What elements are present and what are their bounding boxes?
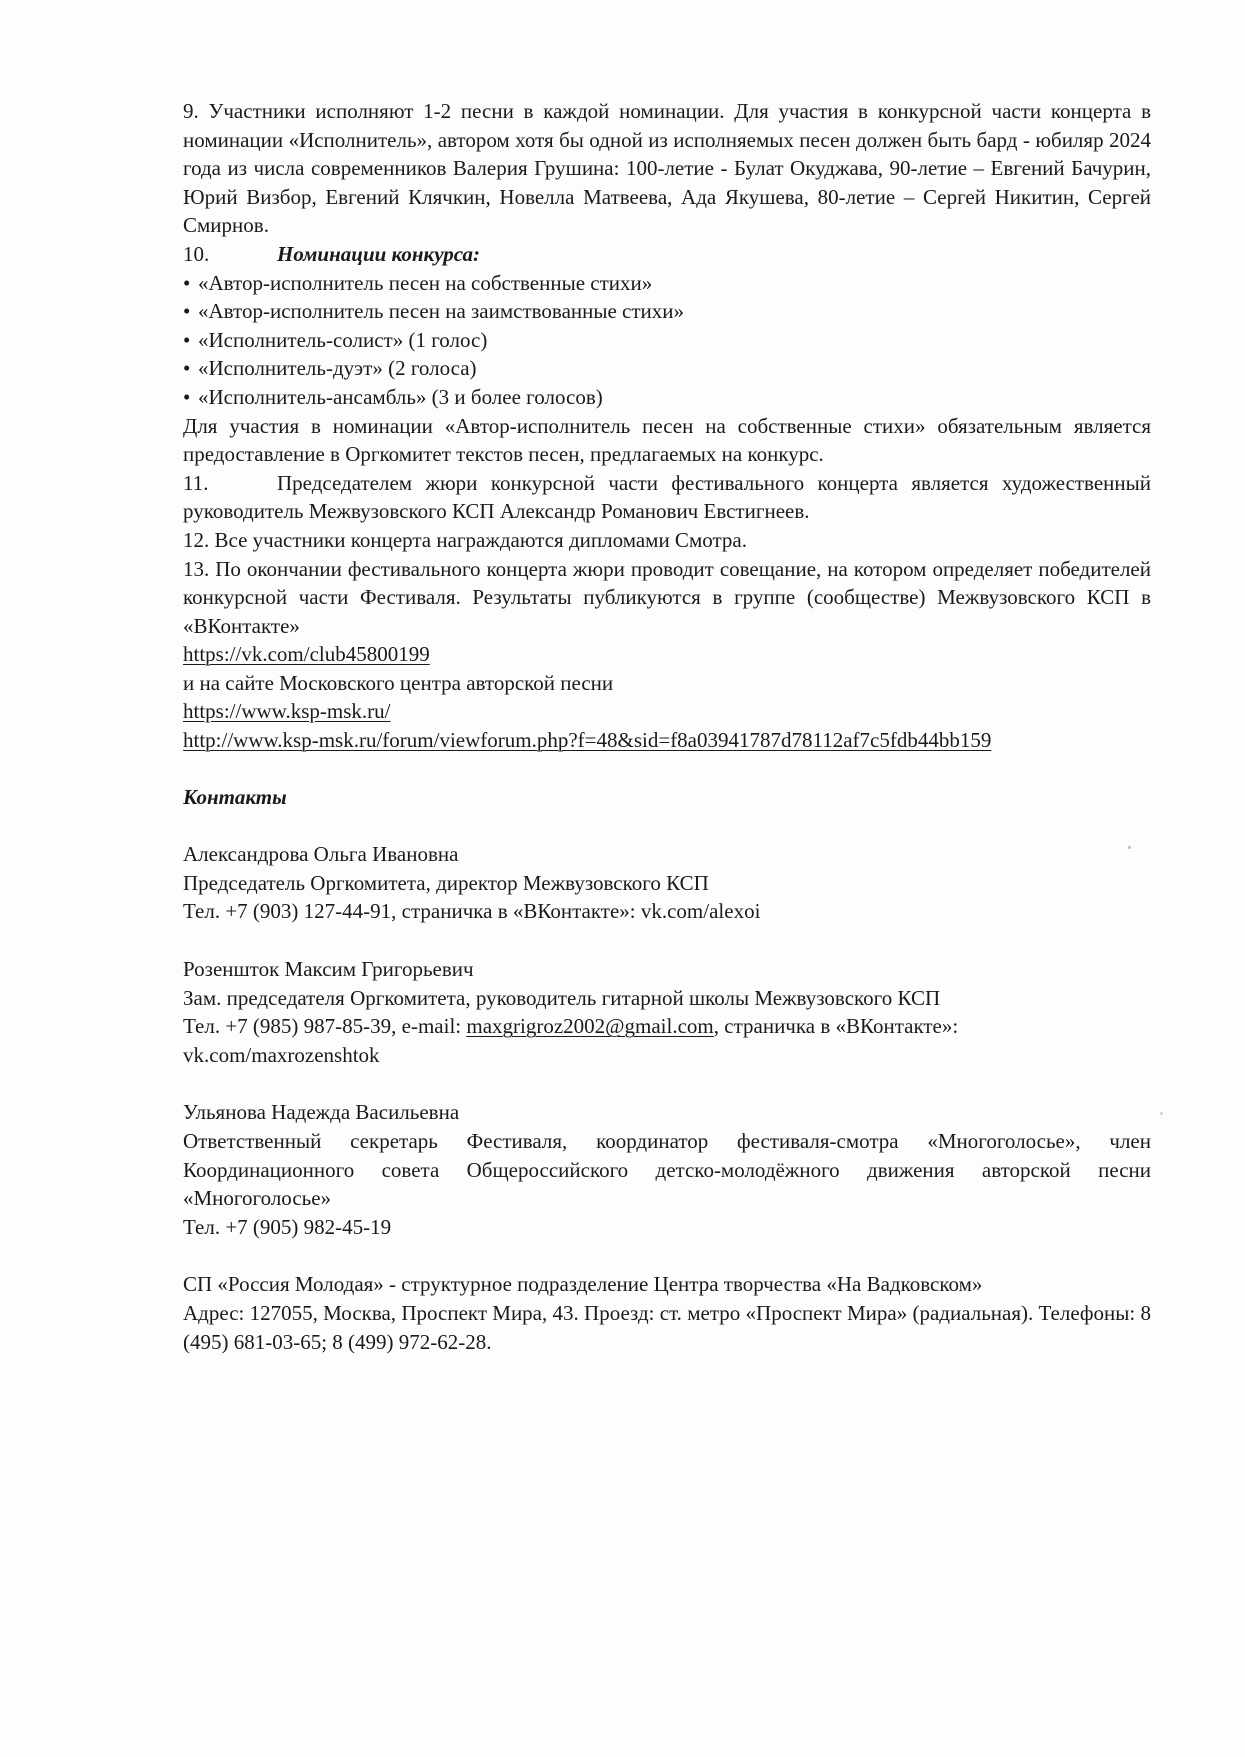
contact-phone: Тел. +7 (903) 127-44-91, страничка в «ВКонтакте»: vk.com/alexoi (183, 899, 761, 924)
bullet: • (183, 356, 191, 381)
site-text: и на сайте Московского центра авторской песни (183, 670, 614, 695)
spacer (183, 926, 1151, 955)
contact-role: Председатель Оргкомитета, директор Межвузовского КСП (183, 870, 709, 895)
paragraph-9: 9. Участники исполняют 1-2 песни в каждой номинации. Для участия в конкурсной части концерта в номинации «Исполнитель», автором хотя бы одной из исполняемых песен должен быть бард - юбиляр 2024 года из числа современников Валерия Грушина: 100-летие - Булат Окуджава, 90-летие – Евгений Бачурин, Юрий Визбор, Евгений Клячкин, Новелла Матвеева, Ада Якушева, 80-летие – Сергей Никитин, Сергей Смирнов. (183, 99, 1151, 238)
nomination-item: • «Исполнитель-дуэт» (2 голоса) (183, 354, 1151, 383)
contact-card (183, 840, 1151, 926)
nomination-item: • «Автор-исполнитель песен на заимствованные стихи» (183, 297, 1151, 326)
bullet: • (183, 270, 191, 295)
paragraph-11-text: Председателем жюри конкурсной части фестивального концерта является художественный руководитель Межвузовского КСП Александр Романович Евстигнеев. (183, 470, 1151, 524)
forum-link-line (183, 726, 1151, 755)
contact-phone: Тел. +7 (905) 982-45-19 (183, 1214, 392, 1239)
nomination-note: Для участия в номинации «Автор-исполнитель песен на собственные стихи» обязательным является предоставление в Оргкомитет текстов песен, предлагаемых на конкурс. (183, 413, 1151, 467)
organization-info (183, 1270, 1151, 1356)
contact-name: Ульянова Надежда Васильевна (183, 1100, 460, 1125)
bullet: • (183, 384, 191, 409)
scan-speck (1160, 1112, 1163, 1115)
spacer (183, 755, 1151, 783)
contact-name: Розеншток Максим Григорьевич (183, 957, 474, 982)
paragraph-11-number: 11. (183, 470, 209, 495)
contacts-heading: Контакты (183, 784, 287, 809)
contact-phone: Тел. +7 (985) 987-85-39, e-mail: maxgrigroz2002@gmail.com, страничка в «ВКонтакте»: (183, 1014, 959, 1039)
contact-vk: vk.com/maxrozenshtok (183, 1042, 380, 1067)
contact-role: Ответственный секретарь Фестиваля, координатор фестиваля-смотра «Многоголосье», член Координационного совета Общероссийского детско-молодёжного движения авторской песни «Многоголосье» (183, 1129, 1151, 1211)
vk-group-link-line (183, 640, 1151, 669)
contact-role: Зам. председателя Оргкомитета, руководитель гитарной школы Межвузовского КСП (183, 985, 941, 1010)
paragraph-11 (183, 469, 1151, 526)
paragraph-13: 13. По окончании фестивального концерта жюри проводит совещание, на котором определяет победителей конкурсной части Фестиваля. Результаты публикуются в группе (сообществе) Межвузовского КСП в «ВКонтакте» (183, 556, 1151, 638)
contact-name: Александрова Ольга Ивановна (183, 842, 459, 867)
contact-card (183, 955, 1151, 1069)
nomination-item: • «Исполнитель-ансамбль» (3 и более голосов) (183, 383, 1151, 412)
organization-address: Адрес: 127055, Москва, Проспект Мира, 43. Проезд: ст. метро «Проспект Мира» (радиальная). Телефоны: 8 (495) 681-03-65; 8 (499) 972-62-28. (183, 1300, 1151, 1354)
spacer (183, 1069, 1151, 1098)
contact-card (183, 1098, 1151, 1241)
document-body (183, 97, 1151, 1356)
paragraph-12: 12. Все участники концерта награждаются дипломами Смотра. (183, 527, 747, 552)
spacer (183, 811, 1151, 840)
forum-link[interactable]: http://www.ksp-msk.ru/forum/viewforum.php?f=48&sid=f8a03941787d78112af7c5fdb44bb159 (183, 728, 992, 753)
email-link[interactable]: maxgrigroz2002@gmail.com (466, 1014, 714, 1039)
bullet: • (183, 327, 191, 352)
site-link[interactable]: https://www.ksp-msk.ru/ (183, 699, 391, 724)
paragraph-10-number: 10. (183, 241, 210, 266)
nominations-title: Номинации конкурса: (277, 241, 481, 266)
nomination-item: • «Автор-исполнитель песен на собственные стихи» (183, 269, 1151, 298)
bullet: • (183, 299, 191, 324)
paragraph-10-header (183, 240, 1151, 269)
nomination-item: • «Исполнитель-солист» (1 голос) (183, 326, 1151, 355)
site-link-line (183, 697, 1151, 726)
vk-group-link[interactable]: https://vk.com/club45800199 (183, 642, 430, 667)
spacer (183, 1241, 1151, 1270)
organization-name: СП «Россия Молодая» - структурное подразделение Центра творчества «На Вадковском» (183, 1272, 983, 1297)
